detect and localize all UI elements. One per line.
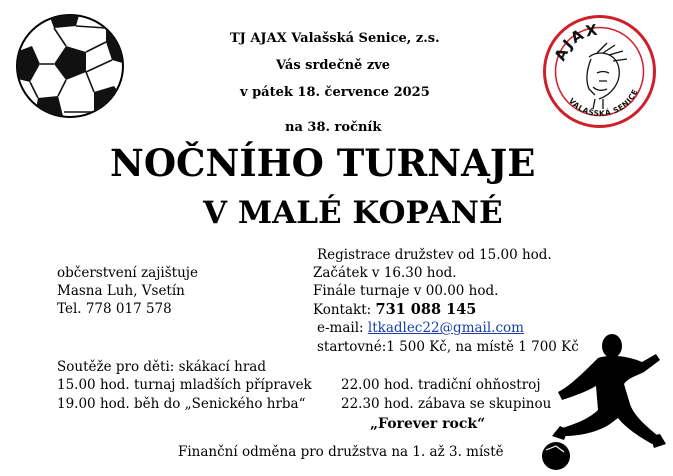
soccer-ball-icon [14, 12, 126, 120]
start-time: Začátek v 16.30 hod. [313, 265, 457, 281]
contact-phone: 731 088 145 [375, 301, 477, 318]
ajax-logo-icon [541, 13, 658, 130]
edition: na 38. ročník [285, 120, 382, 135]
catering-label: občerstvení zajištuje [57, 265, 198, 281]
email-label: e-mail: [317, 320, 364, 336]
prize-note: Finanční odměna pro družstva na 1. až 3. místě [178, 444, 504, 460]
program-item-2: 19.00 hod. běh do „Senického hrba“ [57, 396, 306, 412]
kids-program: Soutěže pro děti: skákací hrad [57, 359, 266, 375]
club-name: TJ AJAX Valašská Senice, z.s. [230, 31, 440, 46]
caterer-name: Masna Luh, Vsetín [57, 283, 185, 299]
email-link[interactable]: ltkadlec22@gmail.com [367, 320, 524, 336]
program-item-1: 15.00 hod. turnaj mladších přípravek [57, 377, 312, 393]
invite-line: Vás srdečně zve [276, 58, 391, 73]
contact-label: Kontakt: [313, 302, 372, 318]
event-date: v pátek 18. července 2025 [240, 85, 430, 100]
program-item-4: 22.30 hod. zábava se skupinou [341, 396, 552, 412]
title-line-2: V MALÉ KOPANÉ [203, 195, 503, 231]
band-name: „Forever rock“ [370, 416, 486, 432]
title-line-1: NOČNÍHO TURNAJE [110, 141, 536, 185]
registration-time: Registrace družstev od 15.00 hod. [317, 247, 552, 263]
club-logo [541, 13, 658, 130]
final-time: Finále turnaje v 00.00 hod. [313, 283, 499, 299]
program-item-3: 22.00 hod. tradiční ohňostroj [341, 377, 541, 393]
email-line [317, 322, 524, 336]
player-silhouette-icon [538, 332, 668, 472]
logo-top-text: AJAX [550, 20, 601, 64]
caterer-phone: Tel. 778 017 578 [57, 301, 172, 317]
entry-fee: startovné:1 500 Kč, na místě 1 700 Kč [317, 339, 579, 355]
contact-line [313, 303, 476, 318]
logo-bottom-text: VALAŠSKÁ SENICE [566, 87, 640, 119]
